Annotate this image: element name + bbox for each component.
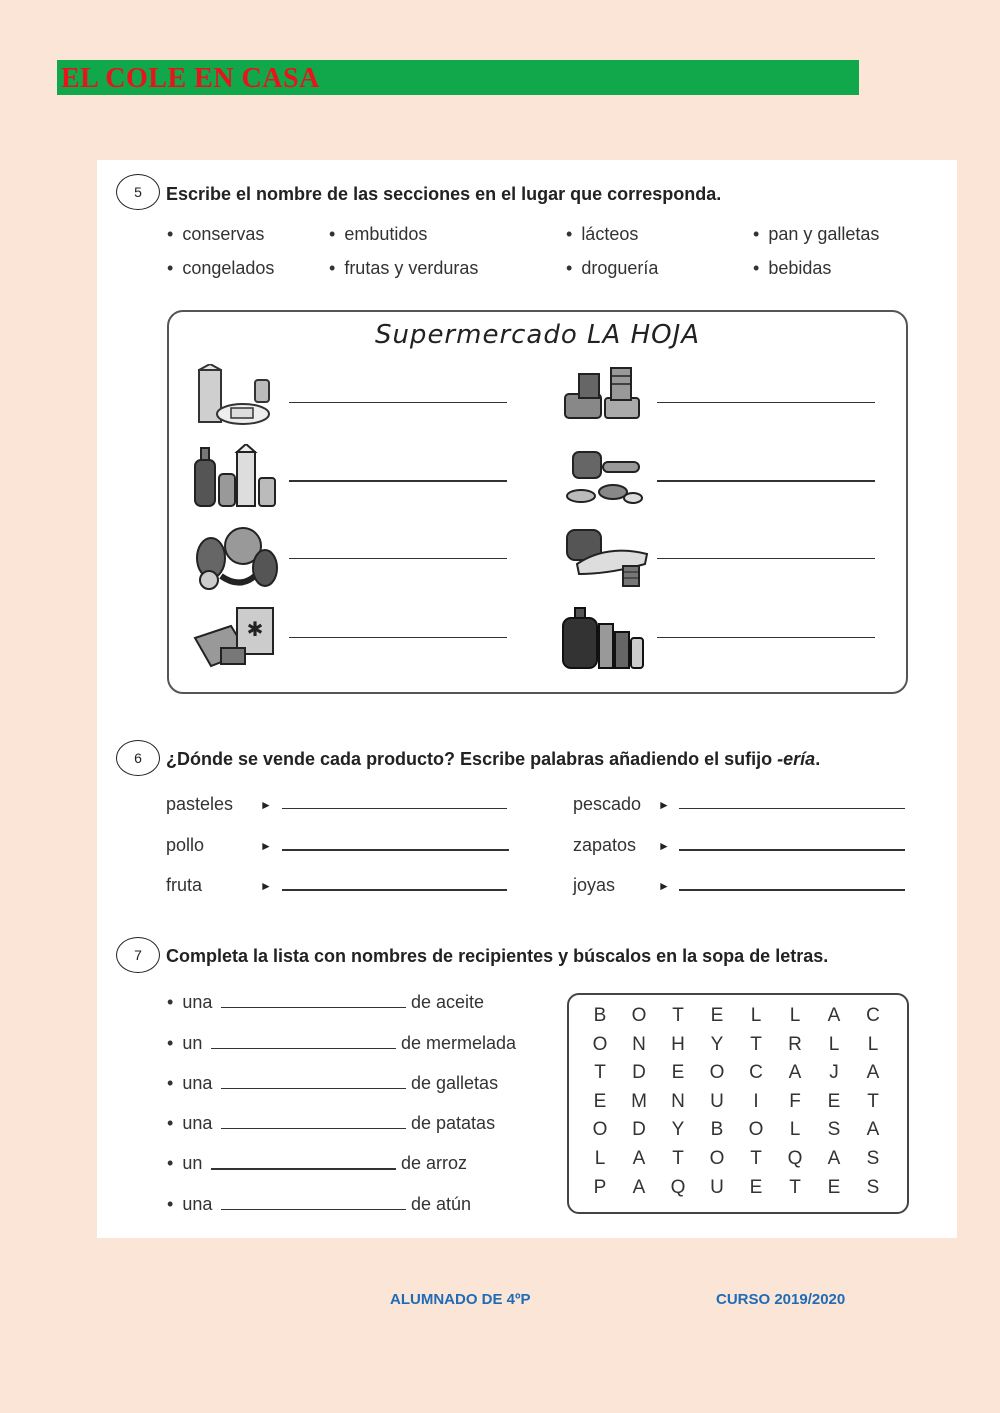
answer-line-pollo[interactable] [282,849,509,851]
exercise-6-number: 6 [116,740,160,776]
arrow-icon: ► [658,798,670,812]
word-search-letter[interactable]: D [632,1062,646,1084]
frozen-food-icon [191,604,281,670]
container-item-3 [167,1073,212,1094]
item-article: • una [167,1194,212,1214]
arrow-icon: ► [260,798,272,812]
word-search-letter[interactable]: O [592,1119,608,1141]
word-search-letter[interactable]: T [750,1148,762,1169]
word-search-letter[interactable]: T [867,1090,879,1112]
option-conservas: • conservas [167,224,264,245]
word-search-letter[interactable]: U [710,1176,724,1198]
word-search-letter[interactable]: T [750,1033,762,1055]
word-pescado: pescado [573,794,642,814]
word-search-letter[interactable]: E [827,1176,841,1198]
answer-line-frozen[interactable] [289,637,507,638]
exercise-5-number: 5 [116,174,160,210]
item-rest: de mermelada [401,1033,517,1053]
answer-line-pescado[interactable] [679,808,905,809]
word-search-letter[interactable]: O [709,1062,725,1084]
container-item-5 [167,1153,202,1174]
fruit-vegetables-icon [191,524,281,590]
word-search-letter[interactable]: A [866,1062,880,1084]
container-item-4 [167,1113,212,1134]
answer-line-mermelada[interactable] [211,1048,396,1049]
item-rest: de aceite [411,992,485,1012]
exercise-7-instruction: Completa la lista con nombres de recipientes y búscalos en la sopa de letras. [166,946,829,966]
exercise-5-instruction: Escribe el nombre de las secciones en el lugar que corresponda. [166,184,722,204]
word-search-letter[interactable]: H [671,1033,685,1055]
word-search-letter[interactable]: A [827,1148,841,1169]
word-search-letter[interactable]: A [827,1005,841,1026]
word-search-letter[interactable]: N [632,1033,646,1055]
worksheet [97,160,957,1238]
arrow-icon: ► [260,839,272,853]
footer-students: ALUMNADO DE 4ºP [390,1291,531,1308]
word-search-grid [567,993,909,1214]
option-bebidas: • bebidas [753,258,831,279]
word-search-letter[interactable]: B [593,1005,607,1026]
word-search-letter[interactable]: F [789,1090,801,1112]
option-congelados: • congelados [167,258,274,279]
word-search-letter[interactable]: L [867,1033,879,1055]
word-search-letter[interactable]: L [750,1005,762,1026]
word-search-letter[interactable]: A [632,1176,646,1198]
word-search-letter[interactable]: B [710,1119,724,1141]
supermarket-title: Supermercado LA HOJA [374,320,701,350]
container-item-2 [167,1033,202,1054]
word-search-letter[interactable]: L [789,1005,801,1026]
word-search-letter[interactable]: C [749,1062,763,1084]
answer-line-cold-cuts[interactable] [657,480,875,482]
item-article: • una [167,1113,212,1133]
arrow-icon: ► [658,839,670,853]
answer-line-drinks[interactable] [289,480,507,482]
answer-line-galletas[interactable] [221,1088,406,1089]
word-search-letter[interactable]: Y [710,1033,724,1055]
answer-line-fruta[interactable] [282,889,507,891]
answer-line-joyas[interactable] [679,889,905,891]
answer-line-arroz[interactable] [211,1168,396,1170]
word-search-letter[interactable]: R [788,1033,802,1055]
item-article: • un [167,1033,202,1053]
word-search-letter[interactable]: E [710,1005,724,1026]
word-search-letter[interactable]: S [866,1148,880,1169]
word-search-letter[interactable]: Y [671,1119,685,1141]
word-search-letter[interactable]: T [672,1148,684,1169]
word-search-letter[interactable]: L [828,1033,840,1055]
word-search-letter[interactable]: M [631,1090,647,1112]
item-rest: de atún [411,1194,472,1214]
cleaning-products-icon [559,604,649,670]
word-search-letter[interactable]: N [671,1090,685,1112]
word-search-letter[interactable]: U [710,1090,724,1112]
item-rest: de galletas [411,1073,499,1093]
word-pollo: pollo [166,835,205,855]
answer-line-aceite[interactable] [221,1007,406,1008]
word-search-letter[interactable]: O [709,1148,725,1169]
cold-cuts-icon [559,444,649,510]
word-search-letter[interactable]: I [753,1090,759,1112]
word-search-letter[interactable]: D [632,1119,646,1141]
bread-cookies-icon [559,524,649,590]
answer-line-patatas[interactable] [221,1128,406,1129]
word-search-letter[interactable]: A [788,1062,802,1084]
word-search-letter[interactable]: L [594,1148,606,1169]
word-search-letter[interactable]: O [631,1005,647,1026]
answer-line-atun[interactable] [221,1209,406,1210]
word-search-letter[interactable]: A [632,1148,646,1169]
answer-line-canned[interactable] [657,402,875,403]
word-search-letter[interactable]: T [594,1062,606,1084]
answer-line-zapatos[interactable] [679,849,905,851]
word-search-letter[interactable]: E [593,1090,607,1112]
answer-line-fruit[interactable] [289,558,507,559]
word-search-letter[interactable]: T [672,1005,684,1026]
arrow-icon: ► [260,879,272,893]
arrow-icon: ► [658,879,670,893]
word-search-letter[interactable]: E [671,1062,685,1084]
word-search-letter[interactable]: T [789,1176,801,1198]
word-search-letter[interactable]: J [829,1062,839,1084]
word-search-letter[interactable]: S [827,1119,841,1141]
item-rest: de patatas [411,1113,496,1133]
item-article: • una [167,992,212,1012]
header-banner [57,60,859,95]
word-search-letter[interactable]: Q [787,1148,803,1169]
word-joyas: joyas [573,875,616,895]
option-embutidos: • embutidos [329,224,427,245]
dairy-icon [191,364,281,430]
item-rest: de arroz [401,1153,468,1173]
container-item-1 [167,992,212,1013]
word-search-letter[interactable]: Q [670,1176,686,1198]
exercise-6-instruction: ¿Dónde se vende cada producto? Escribe palabras añadiendo el sufijo -ería. [166,749,821,769]
answer-line-bread[interactable] [657,558,875,559]
option-lacteos: • lácteos [566,224,638,245]
word-search-letter[interactable]: O [592,1033,608,1055]
word-search-letter[interactable]: O [748,1119,764,1141]
footer-course: CURSO 2019/2020 [716,1291,846,1308]
word-search-letter[interactable]: C [866,1005,880,1026]
item-article: • una [167,1073,212,1093]
option-drogueria: • droguería [566,258,658,279]
word-zapatos: zapatos [573,835,637,855]
exercise-7-number: 7 [116,937,160,973]
word-search-letter[interactable]: A [866,1119,880,1141]
answer-line-dairy[interactable] [289,402,507,403]
container-item-6 [167,1194,212,1215]
word-fruta: fruta [166,875,203,895]
supermarket-panel [167,310,908,694]
canned-goods-icon [559,364,649,430]
answer-line-pasteles[interactable] [282,808,507,809]
word-search-letter[interactable]: S [866,1176,880,1198]
word-pasteles: pasteles [166,794,234,814]
option-frutas-y-verduras: • frutas y verduras [329,258,478,279]
svg-text:✱: ✱ [246,619,264,641]
word-search-letter[interactable]: L [789,1119,801,1141]
answer-line-cleaning[interactable] [657,637,875,638]
page-title: EL COLE EN CASA [61,63,320,94]
drinks-icon [191,444,281,510]
item-article: • un [167,1153,202,1173]
word-search-letter[interactable]: E [749,1176,763,1198]
option-pan-y-galletas: • pan y galletas [753,224,879,245]
word-search-letter[interactable]: P [593,1176,607,1198]
word-search-letter[interactable]: E [827,1090,841,1112]
